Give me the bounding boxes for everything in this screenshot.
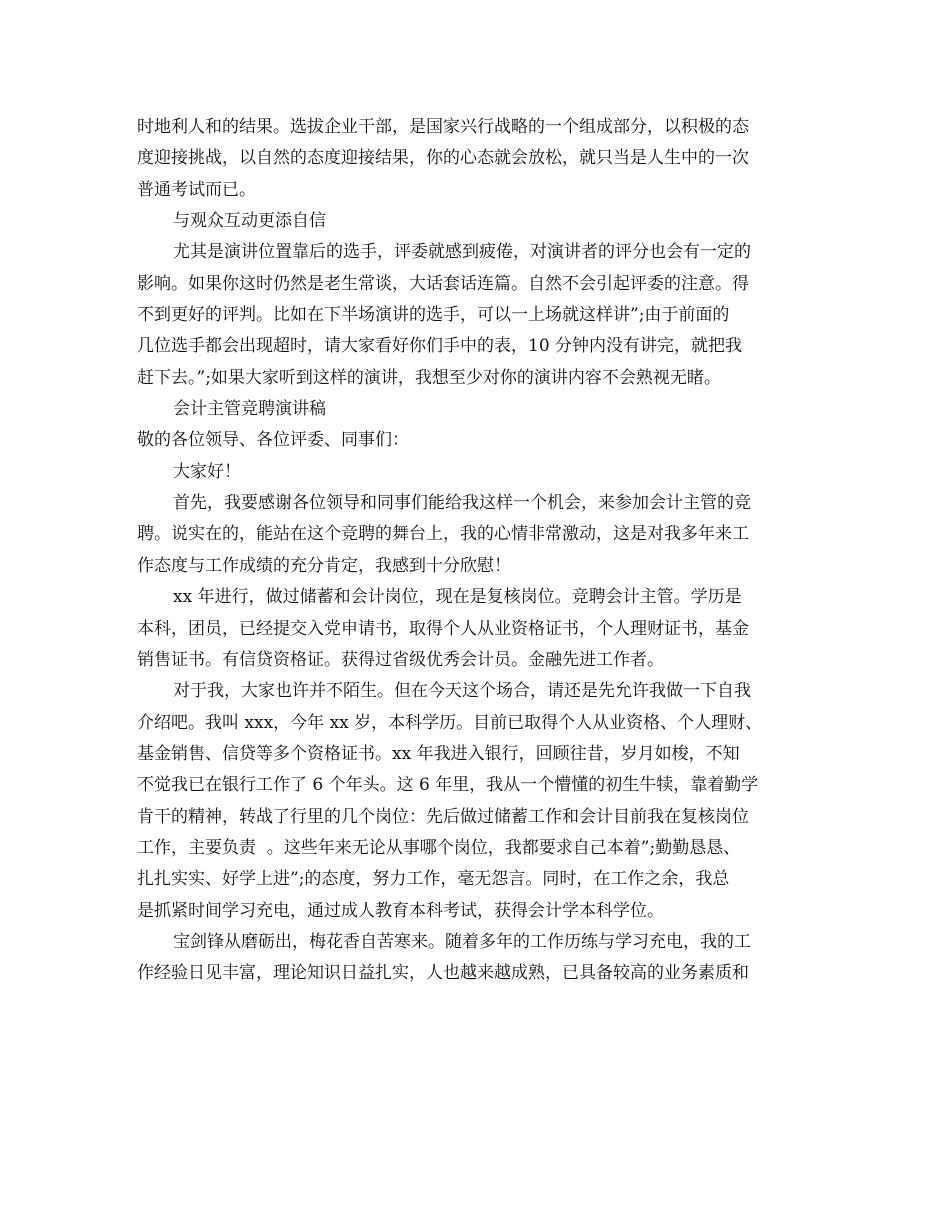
text-line: 基金销售、信贷等多个资格证书。xx 年我进入银行，回顾往昔，岁月如梭，不知 — [137, 743, 740, 764]
text-line: 介绍吧。我叫 xxx，今年 xx 岁，本科学历。目前已取得个人从业资格、个人理财、 — [137, 712, 763, 733]
text-line: 尤其是演讲位置靠后的选手，评委就感到疲倦，对演讲者的评分也会有一定的 — [173, 242, 751, 263]
text-line: 扎扎实实、好学上进”;的态度，努力工作，毫无怨言。同时，在工作之余，我总 — [137, 869, 730, 890]
text-line: 销售证书。有信贷资格证。获得过省级优秀会计员。金融先进工作者。 — [137, 649, 664, 670]
text-line: 肯干的精神，转战了行里的几个岗位：先后做过储蓄工作和会计目前我在复核岗位 — [137, 806, 749, 827]
text-line: 是抓紧时间学习充电，通过成人教育本科考试，获得会计学本科学位。 — [137, 900, 664, 921]
text-line: 影响。如果你这时仍然是老生常谈，大话套话连篇。自然不会引起评委的注意。得 — [137, 273, 749, 294]
text-line: 对于我，大家也许并不陌生。但在今天这个场合，请还是先允许我做一下自我 — [173, 681, 751, 702]
text-line: 几位选手都会出现超时，请大家看好你们手中的表，10 分钟内没有讲完，就把我 — [137, 336, 743, 357]
text-line: 工作，主要负责 。这些年来无论从事哪个岗位，我都要求自己本着”;勤勤恳恳、 — [137, 837, 741, 858]
text-line: xx 年进行，做过储蓄和会计岗位，现在是复核岗位。竞聘会计主管。学历是 — [173, 587, 742, 608]
greeting-line: 大家好！ — [173, 461, 241, 482]
text-line: 度迎接挑战，以自然的态度迎接结果，你的心态就会放松，就只当是人生中的一次 — [137, 148, 749, 169]
text-line: 作经验日见丰富，理论知识日益扎实，人也越来越成熟，已具备较高的业务素质和 — [137, 963, 749, 984]
text-line: 聘。说实在的，能站在这个竞聘的舞台上，我的心情非常激动，这是对我多年来工 — [137, 524, 749, 545]
text-line: 赶下去。”;如果大家听到这样的演讲，我想至少对你的演讲内容不会熟视无睹。 — [137, 367, 721, 388]
text-line: 首先，我要感谢各位领导和同事们能给我这样一个机会，来参加会计主管的竞 — [173, 493, 751, 514]
text-line: 宝剑锋从磨砺出，梅花香自苦寒来。随着多年的工作历练与学习充电，我的工 — [173, 931, 751, 952]
text-line: 不觉我已在银行工作了 6 个年头。这 6 年里，我从一个懵懂的初生牛犊，靠着勤学 — [137, 775, 759, 796]
text-line: 不到更好的评判。比如在下半场演讲的选手，可以一上场就这样讲”;由于前面的 — [137, 305, 730, 326]
salutation-line: 敬的各位领导、各位评委、同事们： — [137, 430, 409, 451]
section-heading: 与观众互动更添自信 — [173, 211, 326, 232]
text-line: 本科，团员，已经提交入党申请书，取得个人从业资格证书，个人理财证书，基金 — [137, 618, 749, 639]
text-line: 作态度与工作成绩的充分肯定，我感到十分欣慰！ — [137, 555, 511, 576]
text-line: 普通考试而已。 — [137, 179, 256, 200]
document-text-body — [137, 112, 817, 990]
section-heading: 会计主管竞聘演讲稿 — [173, 399, 326, 420]
text-line: 时地利人和的结果。选拔企业干部，是国家兴行战略的一个组成部分，以积极的态 — [137, 117, 749, 137]
